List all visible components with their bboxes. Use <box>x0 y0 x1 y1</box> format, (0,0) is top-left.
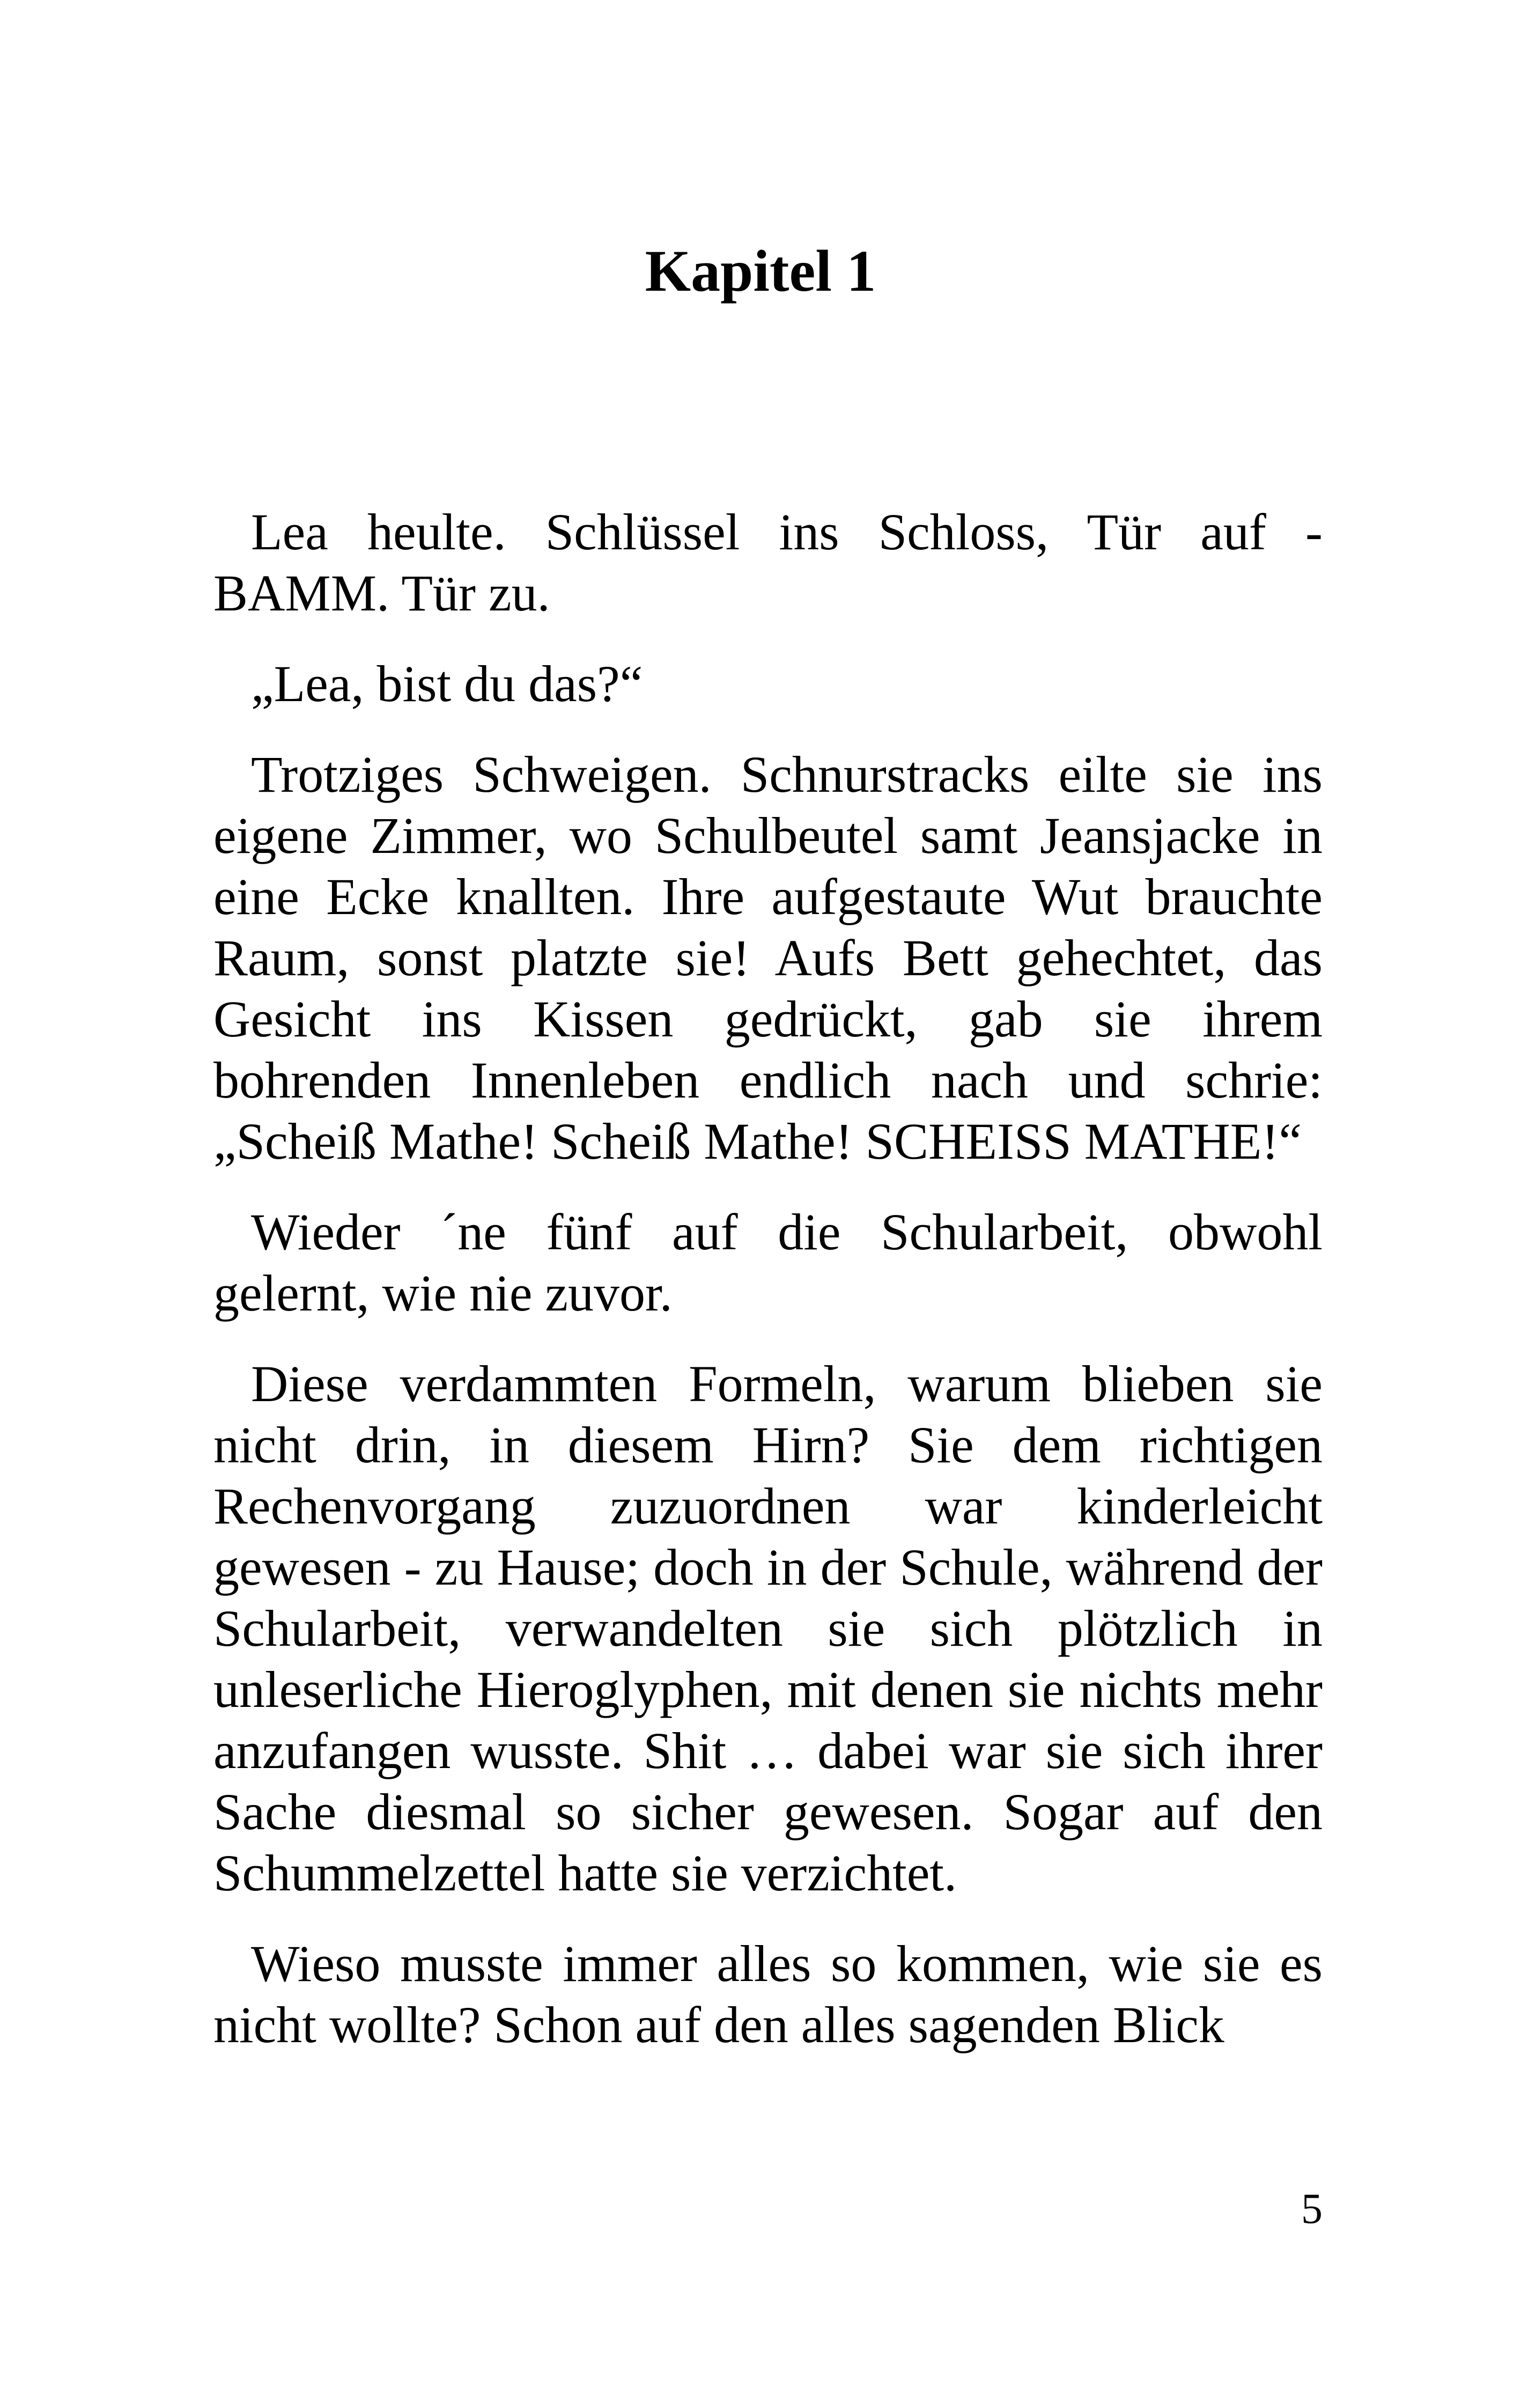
paragraph: Wieder ´ne fünf auf die Schularbeit, obwohl gelernt, wie nie zuvor. <box>213 1203 1323 1322</box>
paragraph: Lea heulte. Schlüssel ins Schloss, Tür auf - BAMM. Tür zu. <box>213 503 1323 622</box>
page-number: 5 <box>1301 2185 1323 2233</box>
chapter-title: Kapitel 1 <box>645 238 876 304</box>
text-body <box>213 502 1323 2085</box>
paragraph: Wieso musste immer alles so kommen, wie sie es nicht wollte? Schon auf den alles sagenden Blick <box>213 1935 1323 2053</box>
paragraph: Trotziges Schweigen. Schnurstracks eilte sie ins eigene Zimmer, wo Schulbeutel samt Jeansjacke in eine Ecke knallten. Ihre aufgestaute Wut brauchte Raum, sonst platzte sie! Aufs Bett gehechtet, das Gesicht ins Kissen gedrückt, gab sie ihrem bohrenden Innenleben endlich nach und schrie: „Scheiß Mathe! Scheiß Mathe! SCHEISS MATHE!“ <box>213 746 1323 1170</box>
paragraph: Diese verdammten Formeln, warum blieben sie nicht drin, in diesem Hirn? Sie dem richtigen Rechenvorgang zuzuordnen war kinderleicht gewesen - zu Hause; doch in der Schule, während der Schularbeit, verwandelten sie sich plötzlich in unleserliche Hieroglyphen, mit denen sie nichts mehr anzufangen wusste. Shit … dabei war sie sich ihrer Sache diesmal so sicher gewesen. Sogar auf den Schummelzettel hatte sie verzichtet. <box>213 1355 1323 1902</box>
paragraph: „Lea, bist du das?“ <box>251 655 643 712</box>
